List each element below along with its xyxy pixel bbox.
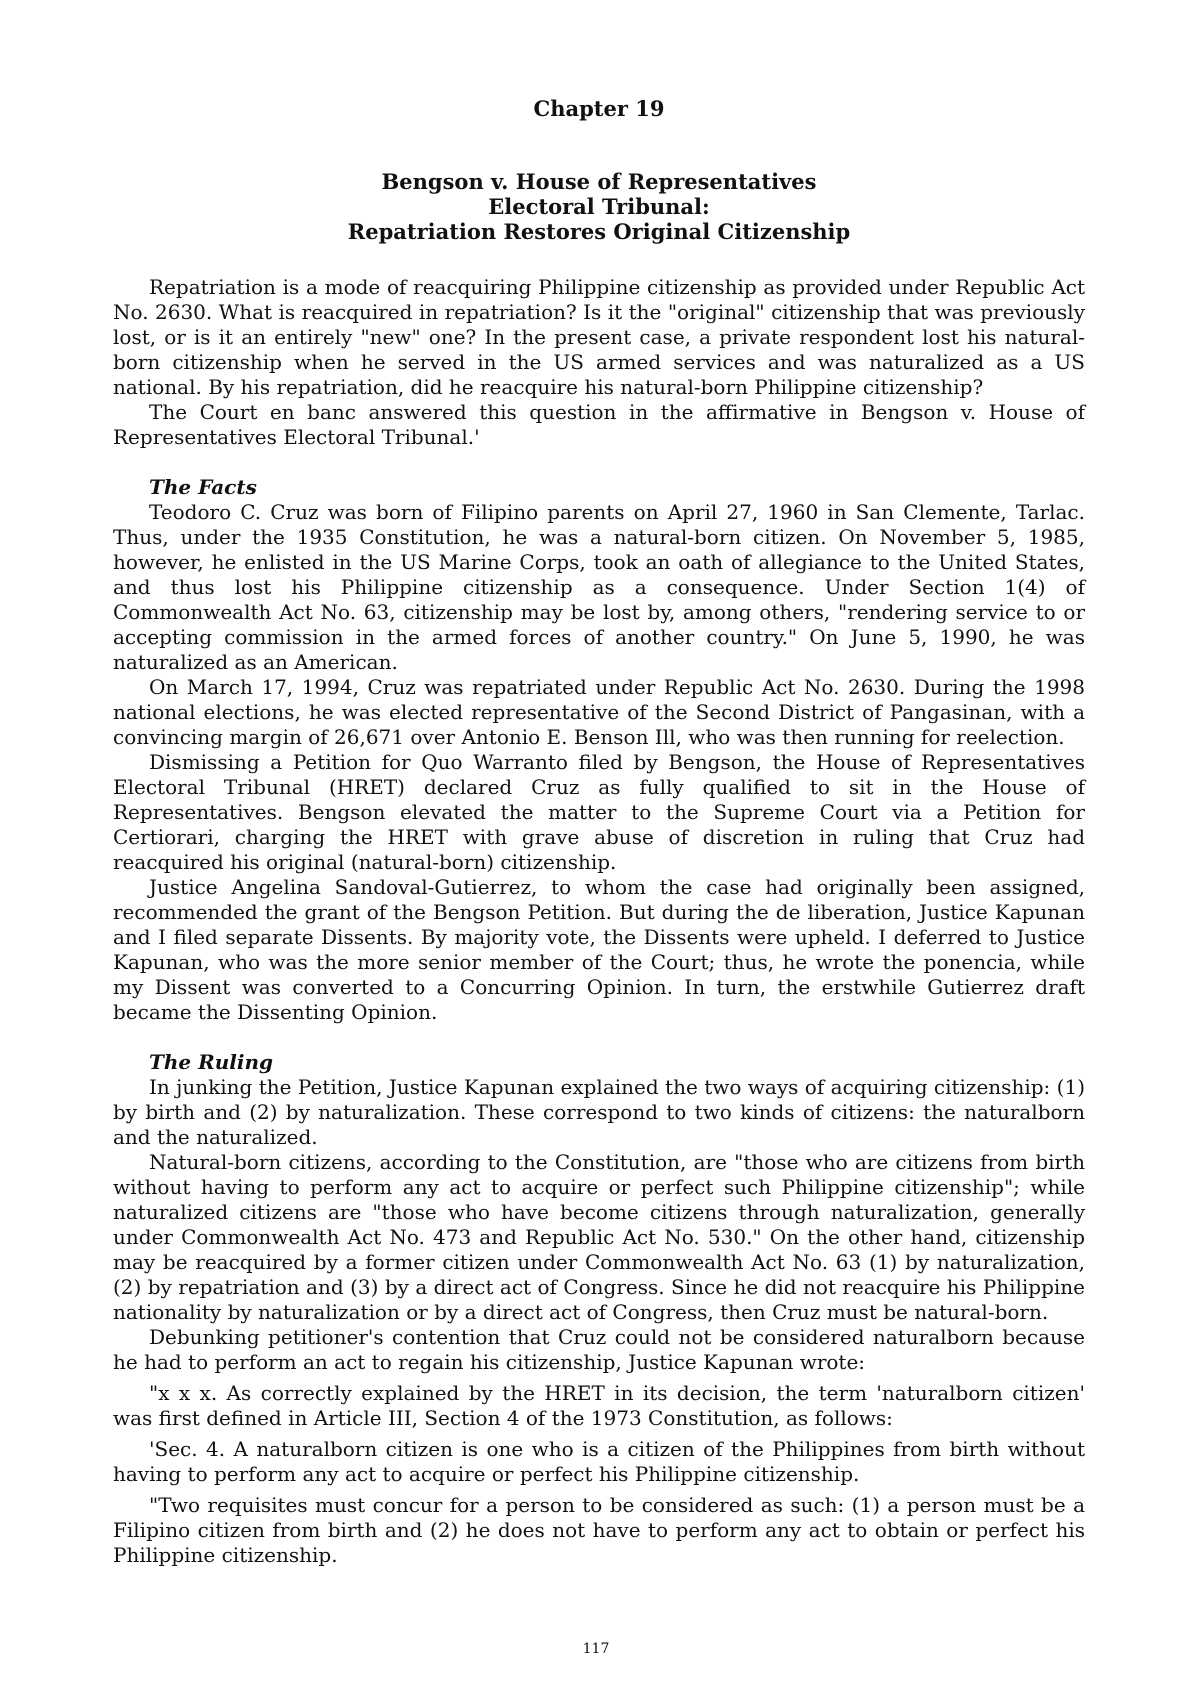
intro-paragraph: The Court en banc answered this question in the affirmative in Bengson v. House of Representatives Electoral Tribunal.': [113, 400, 1085, 449]
section-heading-ruling: The Ruling: [149, 1050, 273, 1074]
quote-paragraph: 'Sec. 4. A naturalborn citizen is one who is a citizen of the Philippines from birth without having to perform any act to acquire or perfect his Philippine citizenship.: [113, 1437, 1085, 1486]
case-title-line-2: Electoral Tribunal:: [488, 194, 710, 219]
case-title-line-1: Bengson v. House of Representatives: [381, 169, 817, 194]
facts-paragraph: Dismissing a Petition for Quo Warranto filed by Bengson, the House of Representatives Electoral Tribunal (HRET) declared Cruz as fully qualified to sit in the House of Representatives. Bengson elevated the matter to the Supreme Court via a Petition for Certiorari, charging the HRET with grave abuse of discretion in ruling that Cruz had reacquired his original (natural-born) citizenship.: [113, 750, 1085, 874]
ruling-paragraph: In junking the Petition, Justice Kapunan explained the two ways of acquiring citizenship: (1) by birth and (2) by naturalization. These correspond to two kinds of citizens: the naturalborn and the naturalized.: [113, 1075, 1085, 1149]
document-page: [113, 96, 1085, 1568]
facts-paragraph: On March 17, 1994, Cruz was repatriated under Republic Act No. 2630. During the 1998 national elections, he was elected representative of the Second District of Pangasinan, with a convincing margin of 26,671 over Antonio E. Benson Ill, who was then running for reelection.: [113, 675, 1085, 749]
ruling-paragraph: Natural-born citizens, according to the Constitution, are "those who are citizens from birth without having to perform any act to acquire or perfect such Philippine citizenship"; while naturalized citizens are "those who have become citizens through naturalization, generally under Commonwealth Act No. 473 and Republic Act No. 530." On the other hand, citizenship may be reacquired by a former citizen under Commonwealth Act No. 63 (1) by naturalization, (2) by repatriation and (3) by a direct act of Congress. Since he did not reacquire his Philippine nationality by naturalization or by a direct act of Congress, then Cruz must be natural-born.: [113, 1150, 1085, 1324]
case-title: [113, 169, 1085, 244]
page-number: 117: [582, 1641, 610, 1657]
facts-paragraph: Teodoro C. Cruz was born of Filipino parents on April 27, 1960 in San Clemente, Tarlac. Thus, under the 1935 Constitution, he was a natural-born citizen. On November 5, 1985, however, he enlisted in the US Marine Corps, took an oath of allegiance to the United States, and thus lost his Philippine citizenship as a consequence. Under Section 1(4) of Commonwealth Act No. 63, citizenship may be lost by, among others, "rendering service to or accepting commission in the armed forces of another country." On June 5, 1990, he was naturalized as an American.: [113, 500, 1085, 674]
case-title-line-3: Repatriation Restores Original Citizenship: [347, 219, 851, 244]
chapter-title: Chapter 19: [533, 96, 665, 121]
section-heading-facts: The Facts: [149, 475, 257, 499]
facts-paragraph: Justice Angelina Sandoval-Gutierrez, to whom the case had originally been assigned, recommended the grant of the Bengson Petition. But during the de liberation, Justice Kapunan and I filed separate Dissents. By majority vote, the Dissents were upheld. I deferred to Justice Kapunan, who was the more senior member of the Court; thus, he wrote the ponencia, while my Dissent was converted to a Concurring Opinion. In turn, the erstwhile Gutierrez draft became the Dissenting Opinion.: [113, 875, 1085, 1024]
quote-paragraph: "x x x. As correctly explained by the HRET in its decision, the term 'naturalborn citizen' was first defined in Article III, Section 4 of the 1973 Constitution, as follows:: [113, 1381, 1085, 1430]
ruling-paragraph: Debunking petitioner's contention that Cruz could not be considered naturalborn because he had to perform an act to regain his citizenship, Justice Kapunan wrote:: [113, 1325, 1085, 1374]
intro-paragraph: Repatriation is a mode of reacquiring Philippine citizenship as provided under Republic Act No. 2630. What is reacquired in repatriation? Is it the "original" citizenship that was previously lost, or is it an entirely "new" one? In the present case, a private respondent lost his natural-born citizenship when he served in the US armed services and was naturalized as a US national. By his repatriation, did he reacquire his natural-born Philippine citizenship?: [113, 275, 1085, 399]
quote-paragraph: "Two requisites must concur for a person to be considered as such: (1) a person must be a Filipino citizen from birth and (2) he does not have to perform any act to obtain or perfect his Philippine citizenship.: [113, 1493, 1085, 1567]
